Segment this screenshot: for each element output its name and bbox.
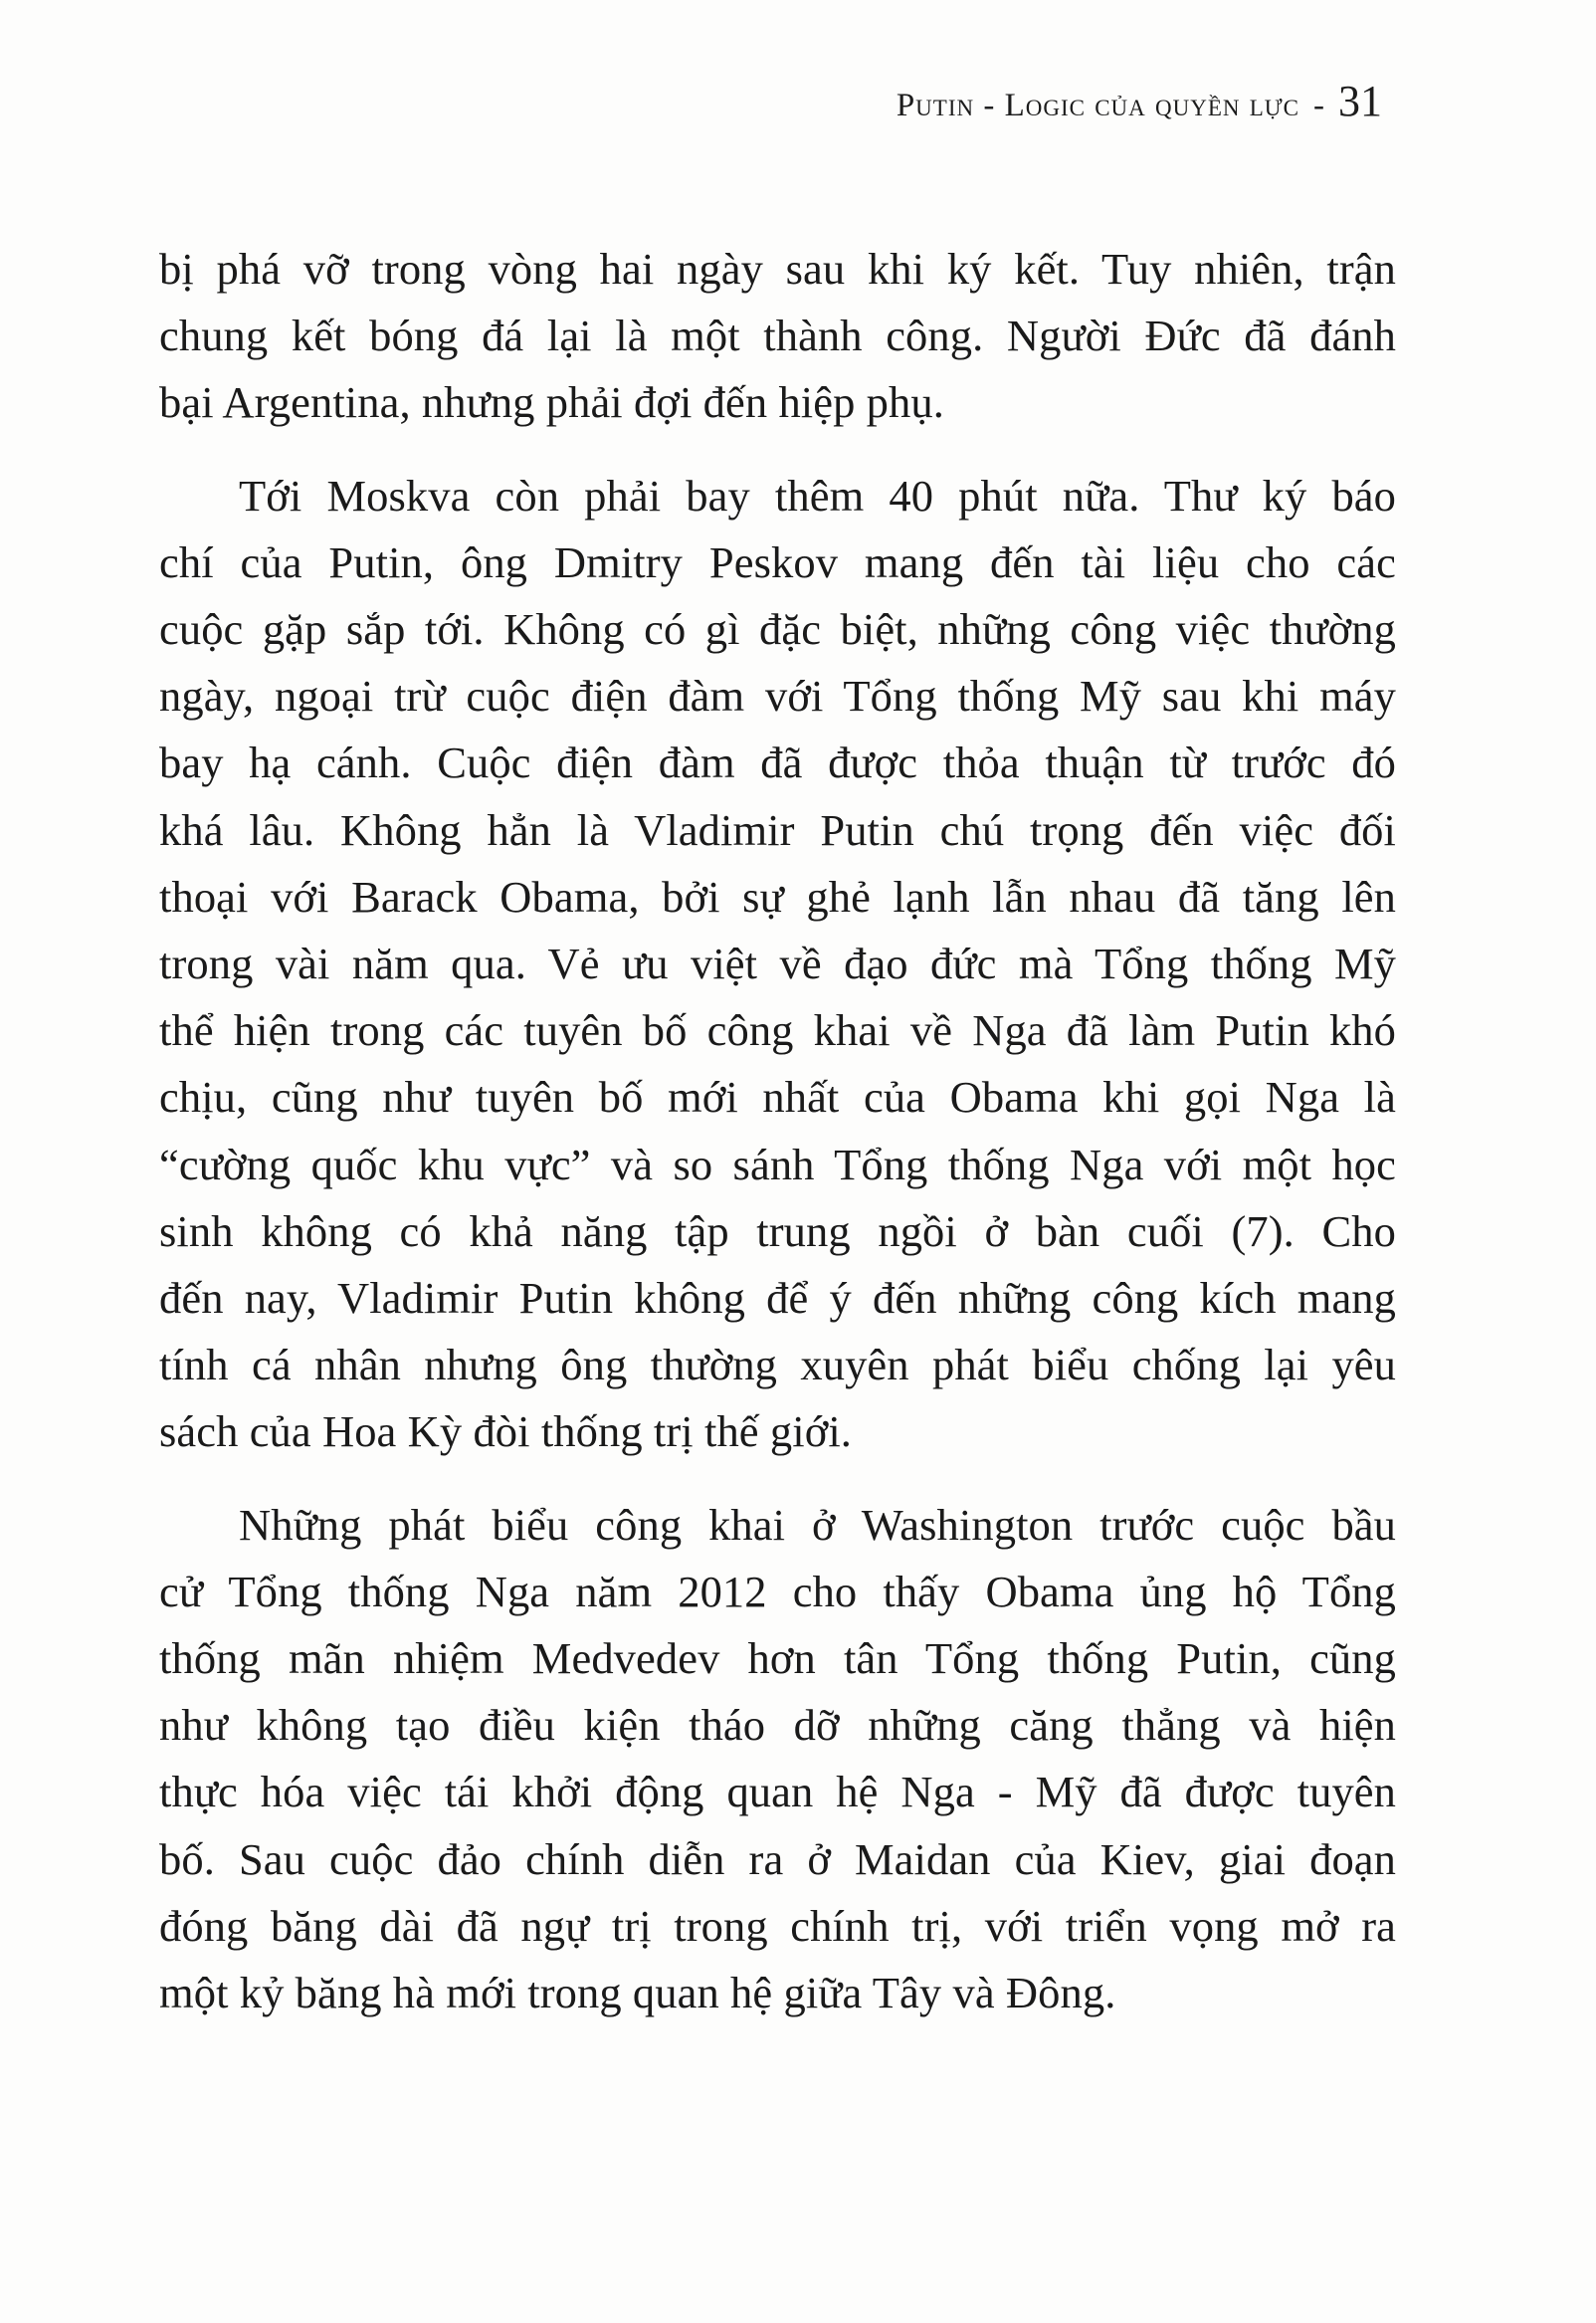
text-line: như không tạo điều kiện tháo dỡ những căng thẳng và hiện: [159, 1700, 1396, 1751]
text-line: Những phát biểu công khai ở Washington trước cuộc bầu: [239, 1499, 1396, 1550]
body-text: [159, 236, 1396, 2026]
text-line: sinh không có khả năng tập trung ngồi ở bàn cuối (7). Cho: [159, 1205, 1396, 1256]
text-line: bại Argentina, nhưng phải đợi đến hiệp phụ.: [159, 377, 944, 428]
paragraph-3: [159, 1492, 1396, 2027]
running-head-separator: -: [1313, 88, 1324, 123]
text-line: đến nay, Vladimir Putin không để ý đến những công kích mang: [159, 1273, 1396, 1324]
paragraph-1: [159, 236, 1396, 437]
text-line: thoại với Barack Obama, bởi sự ghẻ lạnh lẫn nhau đã tăng lên: [159, 871, 1396, 922]
text-line: chịu, cũng như tuyên bố mới nhất của Obama khi gọi Nga là: [159, 1072, 1396, 1123]
text-line: khá lâu. Không hẳn là Vladimir Putin chú trọng đến việc đối: [159, 804, 1396, 855]
running-head: [897, 76, 1382, 126]
text-line: bố. Sau cuộc đảo chính diễn ra ở Maidan của Kiev, giai đoạn: [159, 1833, 1396, 1884]
text-line: Tới Moskva còn phải bay thêm 40 phút nữa. Thư ký báo: [239, 470, 1396, 521]
text-line: đóng băng dài đã ngự trị trong chính trị, với triển vọng mở ra: [159, 1900, 1396, 1951]
text-line: bị phá vỡ trong vòng hai ngày sau khi ký kết. Tuy nhiên, trận: [159, 244, 1396, 294]
text-line: thể hiện trong các tuyên bố công khai về Nga đã làm Putin khó: [159, 1005, 1396, 1056]
text-line: một kỷ băng hà mới trong quan hệ giữa Tây và Đông.: [159, 1968, 1116, 2018]
page-number: 31: [1338, 77, 1382, 125]
text-line: trong vài năm qua. Vẻ ưu việt về đạo đức mà Tổng thống Mỹ: [159, 939, 1396, 989]
text-line: tính cá nhân nhưng ông thường xuyên phát biểu chống lại yêu: [159, 1340, 1396, 1390]
running-head-title: Putin - Logic của quyền lực: [896, 88, 1299, 123]
text-line: cuộc gặp sắp tới. Không có gì đặc biệt, những công việc thường: [159, 604, 1396, 655]
text-line: thống mãn nhiệm Medvedev hơn tân Tổng thống Putin, cũng: [159, 1633, 1396, 1684]
text-line: bay hạ cánh. Cuộc điện đàm đã được thỏa thuận từ trước đó: [159, 738, 1396, 788]
text-line: thực hóa việc tái khởi động quan hệ Nga - Mỹ đã được tuyên: [159, 1767, 1396, 1817]
paragraph-2: [159, 463, 1396, 1466]
text-line: chí của Putin, ông Dmitry Peskov mang đến tài liệu cho các: [159, 536, 1396, 587]
text-line: “cường quốc khu vực” và so sánh Tổng thống Nga với một học: [159, 1139, 1396, 1189]
text-line: sách của Hoa Kỳ đòi thống trị thế giới.: [159, 1406, 853, 1457]
text-line: cử Tổng thống Nga năm 2012 cho thấy Obama ủng hộ Tổng: [159, 1566, 1396, 1616]
text-line: chung kết bóng đá lại là một thành công. Người Đức đã đánh: [159, 311, 1396, 361]
text-line: ngày, ngoại trừ cuộc điện đàm với Tổng thống Mỹ sau khi máy: [159, 671, 1396, 722]
